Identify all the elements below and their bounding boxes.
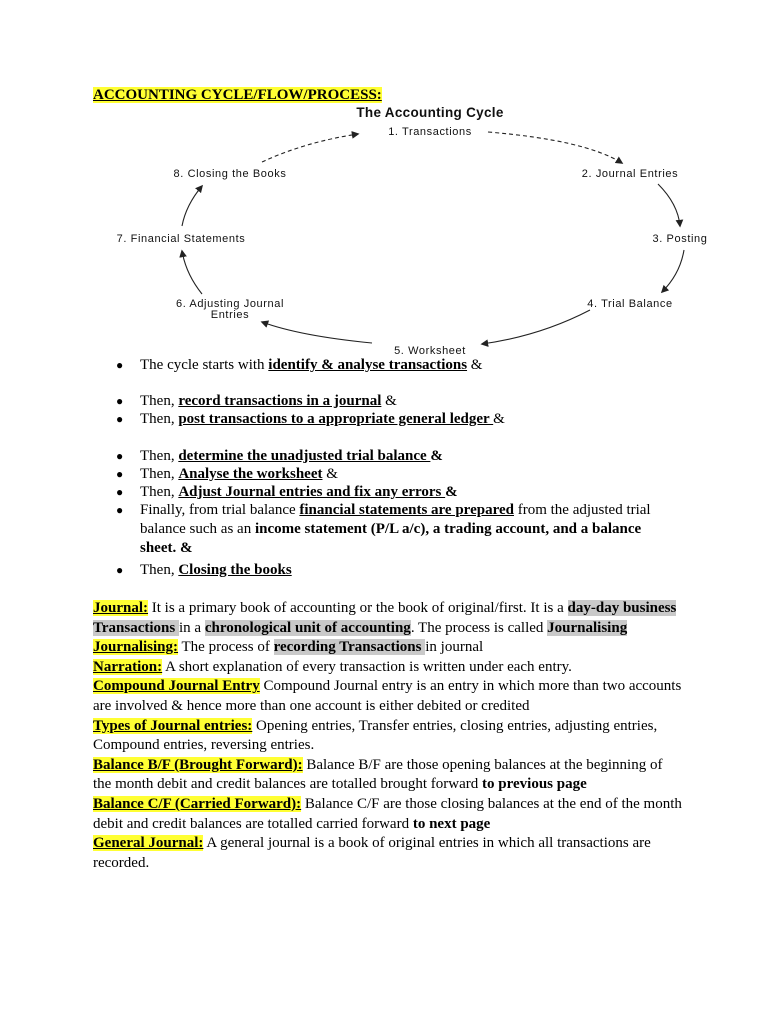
bullet-icon: ● — [116, 449, 124, 463]
document-page: ACCOUNTING CYCLE/FLOW/PROCESS: The Accounting Cycle 1. Transactions 2. Journal Entries 3. Posting 4. Trial Balance 5. Worksheet 6. Adjusting Journal Entries 7. Financial Statements 8. Closing the Books ● The cycle starts with identify & analyse transactions & ● Then, record transactions in a journal & ● Then, post transactions to a appropriate general ledger & ● Then, determine the unadjusted trial balance & ● Then, Analyse the worksheet & ● Then, Adjust Journal entries and fix any errors & ● Finally, from trial balance financial statements are prepared from the adjusted trial balance such as an income statement (P/L a/c), a trading account, and a balance sheet. & ● Then, Closing the books Journal: It is a primary book of accounting or the book of original/first. It is a day-day business Transactions in a chronological unit of accounting. The process is called Journalising Journalising: The process of recording Transactions in journal Narration: A short explanation of every transaction is written under each entry. Compound Journal Entry Compound Journal entry is an entry in which more than two accounts are involved & hence more than one account is either debited or credited Types of Journal entries: Opening entries, Transfer entries, closing entries, adjusting entries, Compound entries, reversing entries. Balance B/F (Brought Forward): Balance B/F are those opening balances at the beginning of the month debit and credit balances are totalled brought forward to previous page Balance C/F (Carried Forward): Balance C/F are those closing balances at the end of the month debit and credit balances are totalled carried forward to next page General Journal: A general journal is a book of original entries in which all transactions are recorded. — [0, 0, 768, 1024]
step-8-label: 8. Closing the Books — [173, 168, 287, 180]
definition-journal: Journal: It is a primary book of accounting or the book of original/first. It is a day-day business Transactions in a chronological unit of accounting. The process is called Journalising — [93, 600, 677, 636]
step-6-label-cont: Entries — [210, 309, 250, 321]
step-4-label: 4. Trial Balance — [587, 298, 673, 310]
arrow-5-to-6 — [262, 322, 372, 343]
step-7-label: 7. Financial Statements — [116, 233, 246, 245]
definition-compound-journal-entry: Compound Journal Entry Compound Journal entry is an entry in which more than two accounts are involved & hence more than one account is either debited or credited — [93, 678, 682, 714]
definition-narration: Narration: A short explanation of every transaction is written under each entry. — [93, 658, 572, 675]
definitions-section — [93, 599, 683, 873]
step-5-label: 5. Worksheet — [394, 345, 466, 357]
arrow-3-to-4 — [662, 250, 684, 292]
definition-balance-cf: Balance C/F (Carried Forward): Balance C/F are those closing balances at the end of the month debit and credit balances are totalled carried forward to next page — [93, 795, 682, 832]
arrow-7-to-8 — [182, 186, 202, 226]
bullet-icon: ● — [116, 412, 124, 426]
section-heading: ACCOUNTING CYCLE/FLOW/PROCESS: — [93, 87, 382, 103]
arrow-6-to-7 — [182, 251, 202, 294]
diagram-title: The Accounting Cycle — [356, 105, 504, 120]
definition-general-journal: General Journal: A general journal is a book of original entries in which all transactions are recorded. — [93, 835, 651, 871]
bullet-icon: ● — [116, 503, 124, 517]
arrow-1-to-2 — [488, 132, 622, 163]
arrow-4-to-5 — [482, 310, 590, 344]
bullet-icon: ● — [116, 467, 124, 481]
bullet-icon: ● — [116, 485, 124, 499]
definition-types-of-journal-entries: Types of Journal entries: Opening entries, Transfer entries, closing entries, adjusting entries, Compound entries, reversing entries. — [93, 717, 658, 754]
arrow-2-to-3 — [658, 184, 680, 226]
bullet-icon: ● — [116, 563, 124, 577]
step-6-label: 6. Adjusting Journal — [175, 298, 285, 310]
arrow-8-to-1 — [262, 134, 358, 162]
bullet-icon: ● — [116, 358, 124, 372]
step-1-label: 1. Transactions — [388, 126, 472, 138]
bullet-icon: ● — [116, 394, 124, 408]
accounting-cycle-diagram — [0, 100, 768, 362]
step-2-label: 2. Journal Entries — [581, 168, 679, 180]
definition-balance-bf: Balance B/F (Brought Forward): Balance B/F are those opening balances at the beginning of the month debit and credit balances are totalled brought forward to previous page — [93, 756, 663, 793]
step-3-label: 3. Posting — [652, 233, 708, 245]
definition-journalising: Journalising: The process of recording Transactions in journal — [93, 639, 484, 656]
